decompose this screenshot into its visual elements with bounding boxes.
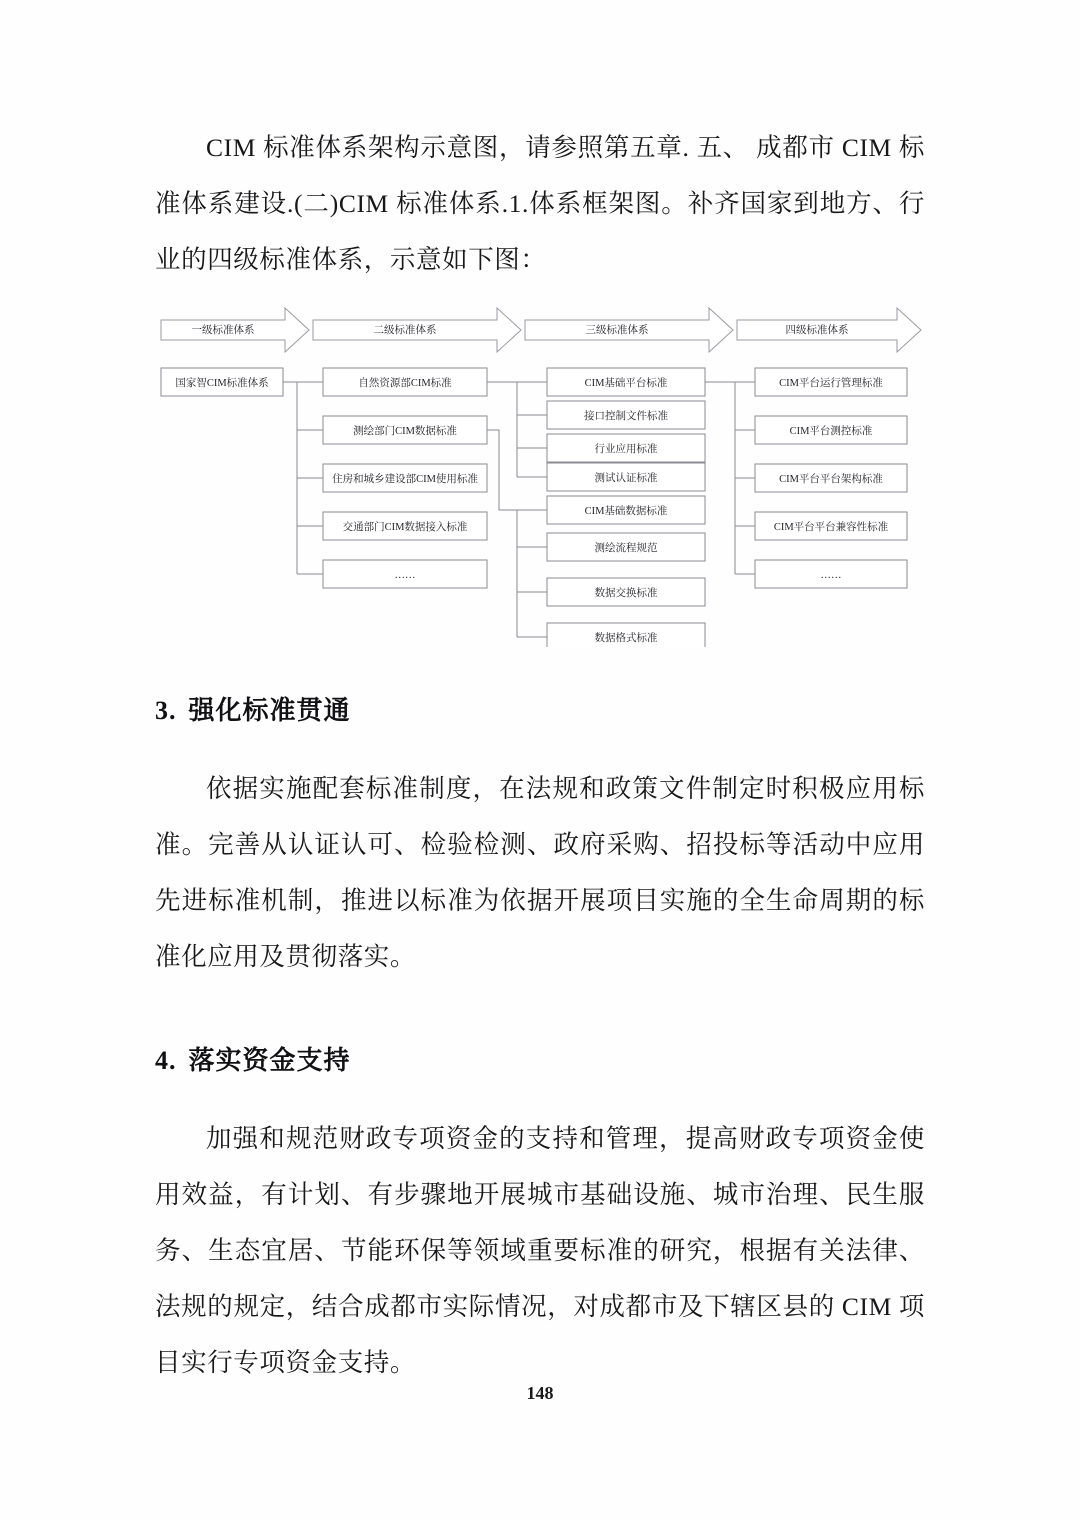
arrow-header-label-1: 一级标准体系 <box>191 325 255 336</box>
section-title-4: 落实资金支持 <box>188 1046 351 1075</box>
level4-box-label-1: CIM平台运行管理标准 <box>779 378 883 389</box>
level1-boxes <box>161 368 283 396</box>
level2-box-label-5: …… <box>394 570 416 581</box>
level4-box-label-3: CIM平台平台架构标准 <box>779 474 883 485</box>
section-body-3: 依据实施配套标准制度，在法规和政策文件制定时积极应用标准。完善从认证认可、检验检测、政府采购、招投标等活动中应用先进标准机制，推进以标准为依据开展项目实施的全生命周期的标准化应用及贯彻落实。 <box>155 774 925 971</box>
arrow-header-label-2: 二级标准体系 <box>373 325 437 336</box>
connector-level3-to-level4-bus <box>705 382 735 574</box>
arrow-headers <box>161 308 921 352</box>
level2-box-label-3: 住房和城乡建设部CIM使用标准 <box>332 474 478 485</box>
section-body-4: 加强和规范财政专项资金的支持和管理，提高财政专项资金使用效益，有计划、有步骤地开展城市基础设施、城市治理、民生服务、生态宜居、节能环保等领域重要标准的研究，根据有关法律、法规的规定，结合成都市实际情况，对成都市及下辖区县的 CIM 项目实行专项资金支持。 <box>155 1124 925 1377</box>
level3-box-label-8: 数据格式标准 <box>594 633 658 644</box>
page-content <box>155 120 925 1391</box>
level4-boxes <box>755 368 907 588</box>
level3-box-label-7: 数据交换标准 <box>594 588 658 599</box>
section-heading-3 <box>155 687 925 735</box>
level2-box-label-2: 测绘部门CIM数据标准 <box>353 426 457 437</box>
section-number-4: 4. <box>155 1046 177 1075</box>
section-number-3: 3. <box>155 696 177 725</box>
diagram-svg <box>155 302 925 647</box>
level2-box-label-4: 交通部门CIM数据接入标准 <box>342 522 468 533</box>
intro-paragraph: CIM 标准体系架构示意图，请参照第五章. 五、 成都市 CIM 标准体系建设.(二)CIM 标准体系.1.体系框架图。补齐国家到地方、行业的四级标准体系，示意如下图： <box>155 133 925 274</box>
level4-box-label-4: CIM平台平台兼容性标准 <box>773 522 889 533</box>
section-heading-4 <box>155 1037 925 1085</box>
arrow-header-label-3: 三级标准体系 <box>585 325 649 336</box>
level3-box-label-1: CIM基础平台标准 <box>584 378 668 389</box>
level3-box-label-3: 行业应用标准 <box>594 444 658 455</box>
level3-box-label-6: 测绘流程规范 <box>594 543 658 554</box>
cim-standard-system-diagram <box>155 302 925 647</box>
section-title-3: 强化标准贯通 <box>188 696 351 725</box>
level3-box-label-5: CIM基础数据标准 <box>584 506 668 517</box>
level2-box-label-1: 自然资源部CIM标准 <box>358 378 452 389</box>
level1-box-label-1: 国家智CIM标准体系 <box>175 378 269 389</box>
connector-level2b-to-bus-lower <box>487 430 517 637</box>
page-number: 148 <box>526 1383 554 1403</box>
level3-boxes <box>547 368 705 647</box>
level4-box-label-5: …… <box>820 570 842 581</box>
level3-box-label-4: 测试认证标准 <box>594 473 658 484</box>
level3-box-label-2: 接口控制文件标准 <box>584 411 668 422</box>
level4-box-label-2: CIM平台测控标准 <box>789 426 873 437</box>
level2-boxes <box>323 368 487 588</box>
arrow-header-label-4: 四级标准体系 <box>785 325 849 336</box>
